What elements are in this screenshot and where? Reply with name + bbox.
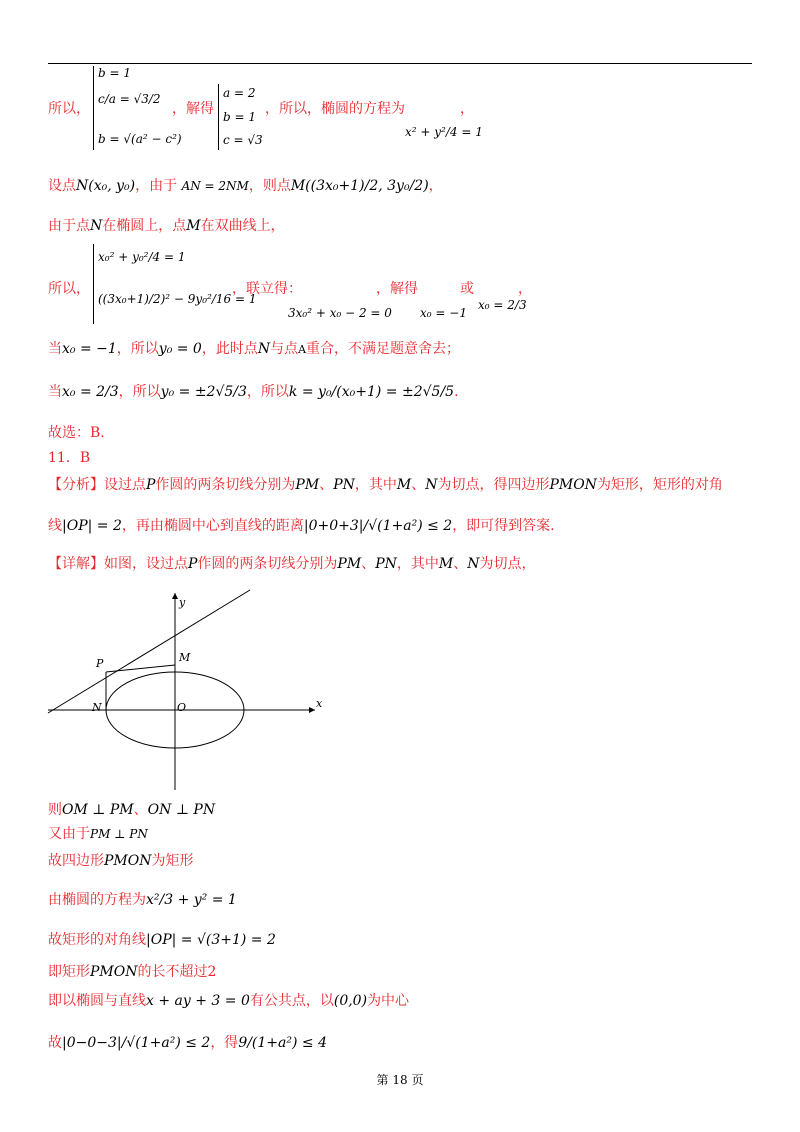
- math: x₀ = 2/3: [62, 384, 119, 400]
- text: 故: [48, 1035, 62, 1051]
- text: ，联立得：: [232, 281, 302, 297]
- text: 故矩形的对角线: [48, 932, 146, 948]
- text: 所以，: [48, 281, 90, 297]
- math-vector: AN = 2NM: [181, 179, 249, 193]
- math: PMON: [104, 853, 152, 869]
- brace: [93, 66, 94, 150]
- x-axis-arrow: [309, 707, 315, 713]
- math: |OP| = 2: [62, 518, 122, 534]
- math: 9/(1+a²) ≤ 4: [238, 1035, 327, 1051]
- math-N: N: [90, 218, 103, 234]
- text: 为中心: [367, 993, 410, 1009]
- text: ，所以，椭圆的方程为: [265, 101, 405, 117]
- text: 即矩形: [48, 964, 90, 980]
- header-rule: [48, 63, 752, 64]
- text: 作圆的两条切线分别为: [155, 477, 296, 493]
- line-16: [48, 932, 276, 950]
- math: M: [396, 477, 412, 493]
- label-M: M: [179, 651, 191, 664]
- text: 所以，: [48, 101, 90, 117]
- tangent-line: [48, 590, 250, 713]
- math: |0−0−3|/√(1+a²) ≤ 2: [62, 1035, 211, 1051]
- line-12: [48, 802, 215, 820]
- line-8: 11．B: [48, 450, 91, 466]
- sys2-line1: a = 2: [223, 86, 256, 100]
- y-axis-arrow: [172, 593, 178, 599]
- math-N: N: [257, 341, 271, 357]
- math-A: A: [298, 343, 307, 356]
- text: 为切点，: [479, 556, 536, 572]
- line-11: [48, 556, 535, 574]
- line-14: [48, 853, 193, 871]
- line-2: [48, 178, 443, 196]
- text: 设过点: [104, 477, 146, 493]
- math: x + ay + 3 = 0: [146, 993, 250, 1009]
- text: 又由于: [48, 826, 90, 842]
- line-13: [48, 826, 148, 844]
- math: PN: [333, 477, 355, 493]
- text: ，: [460, 101, 474, 117]
- math: PM: [337, 556, 362, 572]
- label-x: x: [316, 697, 323, 710]
- math-M: M((3x₀+1)/2, 3y₀/2): [290, 178, 429, 194]
- detail-tag: 【详解】: [48, 556, 104, 572]
- analysis-tag: 【分析】: [48, 477, 104, 493]
- text: ，其中: [396, 556, 439, 572]
- text: 为切点，得四边形: [437, 477, 550, 493]
- label-y: y: [179, 596, 186, 609]
- text: ，解得: [376, 281, 418, 297]
- text: 设点: [48, 178, 76, 194]
- text: 由椭圆的方程为: [48, 892, 146, 908]
- math: PM ⊥ PN: [90, 827, 148, 841]
- text: 如图，设过点: [104, 556, 188, 572]
- math: PM: [295, 477, 320, 493]
- brace: [93, 244, 94, 324]
- text: ，其中: [354, 477, 397, 493]
- sys1-line1: b = 1: [98, 66, 131, 80]
- line-5: [48, 341, 460, 359]
- sys-line2: ((3x₀+1)/2)² − 9y₀²/16 = 1: [98, 292, 257, 306]
- sys1-line3: b = √(a² − c²): [98, 132, 182, 146]
- sys2-line3: c = √3: [223, 133, 263, 147]
- text: 、: [361, 556, 376, 572]
- line-10: [48, 518, 555, 536]
- label-N: N: [92, 701, 102, 714]
- math: M: [438, 556, 454, 572]
- line-9: [48, 477, 723, 495]
- math: |OP| = √(3+1) = 2: [146, 932, 276, 948]
- text: 、: [453, 556, 468, 572]
- text: 为矩形，矩形的对角: [596, 477, 723, 493]
- text: ，再由椭圆中心到直线的距离: [121, 518, 304, 534]
- ellipse-tangent-figure: [40, 585, 340, 800]
- text: ，解得: [172, 101, 214, 117]
- sys2-line2: b = 1: [223, 110, 256, 124]
- eq-3: x₀ = 2/3: [478, 298, 527, 312]
- text: ，此时点: [201, 341, 258, 357]
- text: 、: [411, 477, 426, 493]
- line-18: [48, 993, 409, 1011]
- text: 故四边形: [48, 853, 104, 869]
- text: 即以椭圆与直线: [48, 993, 146, 1009]
- text: 或: [460, 281, 474, 297]
- math: PMON: [90, 964, 138, 980]
- text: 作圆的两条切线分别为: [197, 556, 338, 572]
- math-N: N(x₀, y₀): [76, 178, 136, 194]
- text: ，即可得到答案.: [452, 518, 555, 534]
- text: .: [454, 384, 459, 400]
- math-M: M: [186, 218, 201, 234]
- line-15: [48, 892, 237, 910]
- text: 在双曲线上，: [200, 218, 285, 234]
- line-6: [48, 384, 459, 402]
- text: ，由于: [135, 178, 178, 194]
- text: ，: [518, 281, 532, 297]
- text: 为矩形: [151, 853, 194, 869]
- ellipse-equation: x² + y²/4 = 1: [405, 125, 483, 139]
- math: (0,0): [333, 993, 368, 1009]
- math: PN: [375, 556, 397, 572]
- line-19: [48, 1035, 327, 1053]
- text: ，所以: [246, 384, 289, 400]
- text: 与点: [270, 341, 299, 357]
- text: 、: [133, 802, 148, 818]
- eq-1: 3x₀² + x₀ − 2 = 0: [288, 306, 392, 320]
- math: P: [188, 556, 198, 572]
- math: OM ⊥ PM: [62, 802, 134, 818]
- text: ，所以: [118, 384, 161, 400]
- math: |0+0+3|/√(1+a²) ≤ 2: [303, 518, 453, 534]
- text: 在椭圆上，点: [102, 218, 187, 234]
- text: 当: [48, 384, 62, 400]
- text: 有公共点，以: [249, 993, 334, 1009]
- label-O: O: [177, 701, 187, 714]
- text: 则: [48, 802, 62, 818]
- line-7: 故选：B.: [48, 425, 105, 441]
- text: 的长不超过2: [137, 964, 217, 980]
- text: 、: [319, 477, 334, 493]
- line-3: [48, 218, 285, 236]
- text: 线: [48, 518, 62, 534]
- math: N: [425, 477, 438, 493]
- text: ，得: [210, 1035, 239, 1051]
- brace: [218, 84, 219, 150]
- eq-2: x₀ = −1: [420, 306, 467, 320]
- text: 当: [48, 341, 62, 357]
- text: 重合，不满足题意舍去；: [306, 341, 461, 357]
- text: ，所以: [116, 341, 159, 357]
- math: P: [146, 477, 156, 493]
- math: N: [467, 556, 480, 572]
- text: 由于点: [48, 218, 90, 234]
- line-17: [48, 964, 216, 982]
- sys-line1: x₀² + y₀²/4 = 1: [98, 250, 186, 264]
- math: x₀ = −1: [62, 341, 117, 357]
- math: k = y₀/(x₀+1) = ±2√5/5: [288, 384, 455, 400]
- segment-PM: [106, 665, 175, 672]
- math: y₀ = ±2√5/3: [160, 384, 247, 400]
- sys1-line2: c/a = √3/2: [98, 92, 161, 106]
- math: y₀ = 0: [158, 341, 202, 357]
- text: ，则点: [248, 178, 291, 194]
- math: x²/3 + y² = 1: [146, 892, 237, 908]
- page-number: 第 18 页: [376, 1073, 424, 1087]
- text: ，: [428, 178, 443, 194]
- math: ON ⊥ PN: [147, 802, 216, 818]
- math: PMON: [549, 477, 597, 493]
- label-P: P: [96, 657, 104, 670]
